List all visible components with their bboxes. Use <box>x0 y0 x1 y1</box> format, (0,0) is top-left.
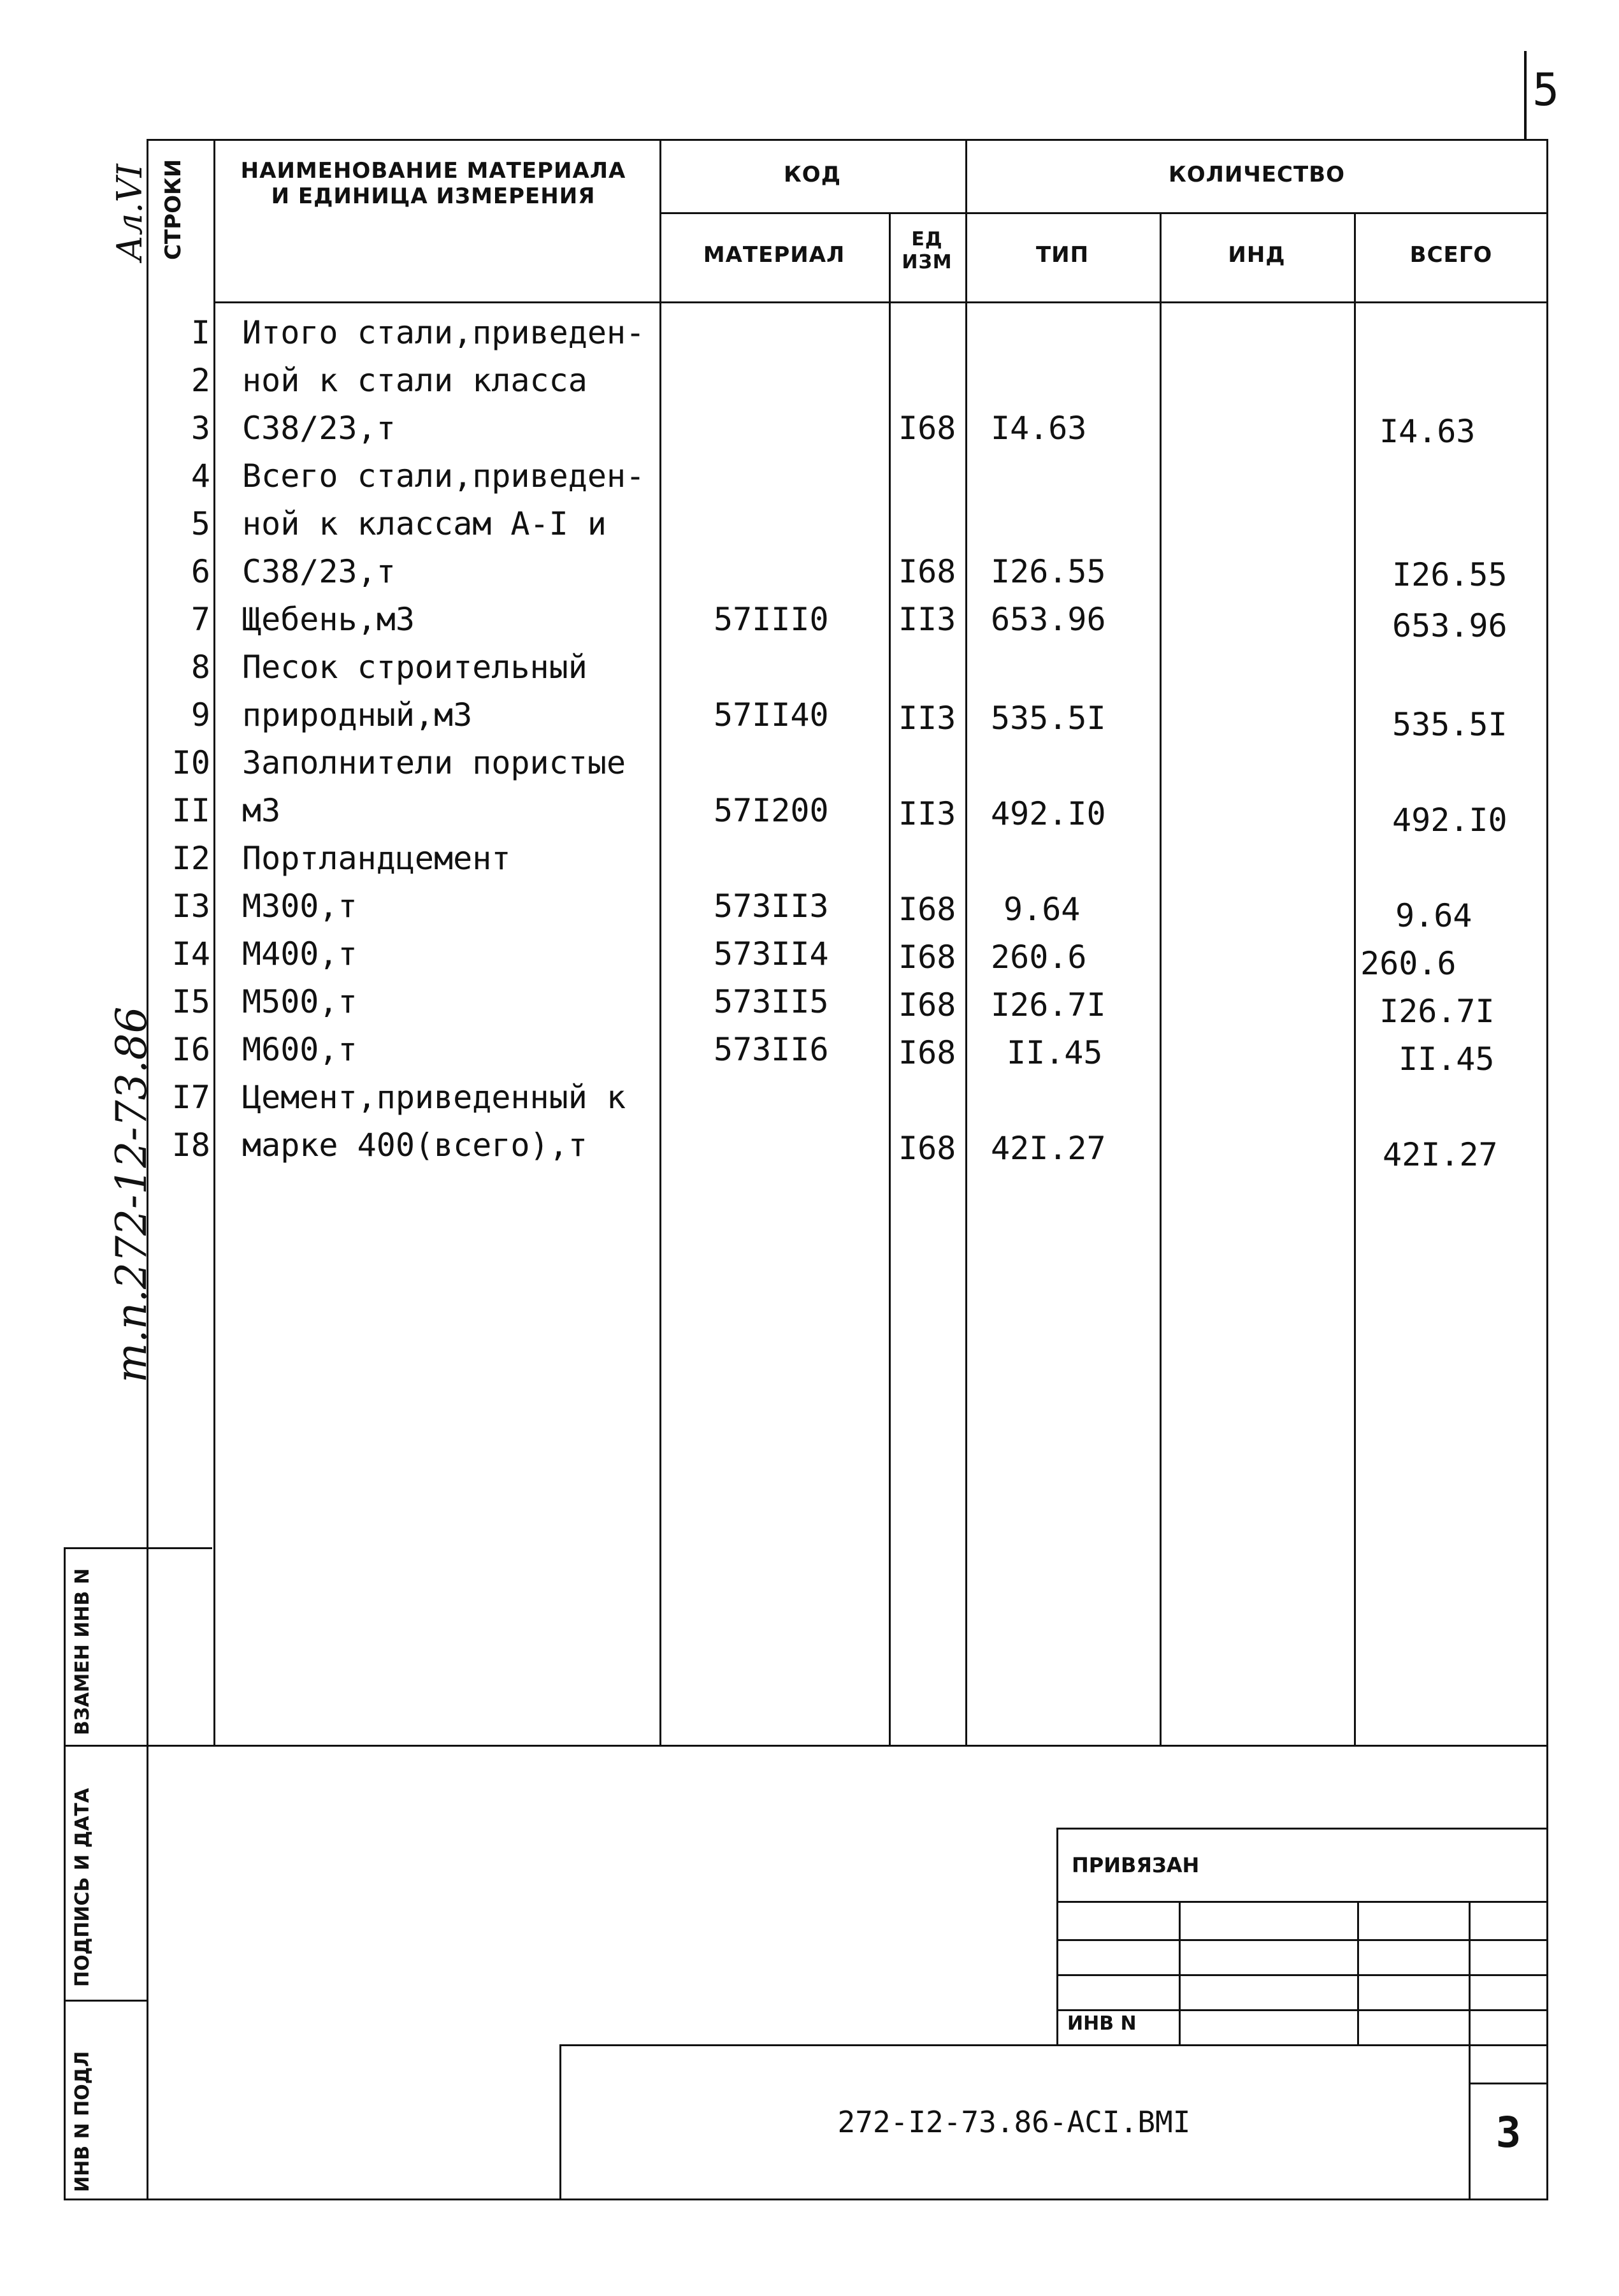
document-code: 272-I2-73.86-АСI.ВМI <box>837 2105 1191 2139</box>
header-ind: ИНД <box>1228 242 1286 268</box>
page-number: 5 <box>1532 64 1560 116</box>
header-unit: ЕД ИЗМ <box>902 228 953 273</box>
header-type: ТИП <box>1035 242 1090 268</box>
header-code: КОД <box>784 162 841 187</box>
header-rows: СТРОКИ <box>161 159 186 260</box>
drawing-frame: СТРОКИ НАИМЕНОВАНИЕ МАТЕРИАЛА И ЕДИНИЦА ИЗМЕРЕНИЯ КОД МАТЕРИАЛ ЕД ИЗМ КОЛИЧЕСТВО ТИП ИНД ВСЕГО I Итого стали,приведен- 2 ной к стали класса 3 С38/23,т I68 I4.63 I4.63 4 Всего стали,приведен- 5 ной к классам А-I и 6 С38/23,т I68 I26.55 I26.55 7 Щебень,м3 57III0 II3 653.96 653.96 8 Песок строительный 9 природный,м3 57II40 II3 535.5I 535.5I I0 Заполнители пористые II м3 57I200 II3 492.I0 492.I0 I2 Портландцемент I3 М300,т 573II3 I68 9.64 9.64 I4 М400,т 573II4 I68 260.6 260.6 I5 М500,т 573II5 I68 I26.7I I26.7I I6 М600,т 573II6 I68 II.45 II.45 I7 Цемент,приведенный к I8 марке 400(всего),т I68 42I.27 42I.27 ВЗАМЕН ИНВ N ПОДПИСЬ И ДАТА ИНВ N ПОДЛ ПРИВЯЗАН ИНВ N 272-I2-73.86-АСI.ВМI 3 <box>147 139 1548 2200</box>
album-label: Ал.VI <box>110 164 150 261</box>
header-material: МАТЕРИАЛ <box>703 242 845 268</box>
header-quantity: КОЛИЧЕСТВО <box>1168 162 1346 187</box>
stamp-bound: ПРИВЯЗАН <box>1072 1853 1200 1877</box>
page-number-divider <box>1524 51 1527 140</box>
stamp-inv: ИНВ N <box>1067 2012 1137 2035</box>
header-name: НАИМЕНОВАНИЕ МАТЕРИАЛА И ЕДИНИЦА ИЗМЕРЕНИЯ <box>240 158 626 209</box>
side-stamp-inv: ИНВ N ПОДЛ <box>71 2051 94 2192</box>
side-code: т.п.272-12-73.86 <box>107 1006 156 1383</box>
sheet-number: 3 <box>1495 2108 1522 2157</box>
side-stamp-sign: ПОДПИСЬ И ДАТА <box>71 1787 94 1987</box>
side-stamp-replace: ВЗАМЕН ИНВ N <box>71 1568 94 1735</box>
header-total: ВСЕГО <box>1409 242 1493 268</box>
